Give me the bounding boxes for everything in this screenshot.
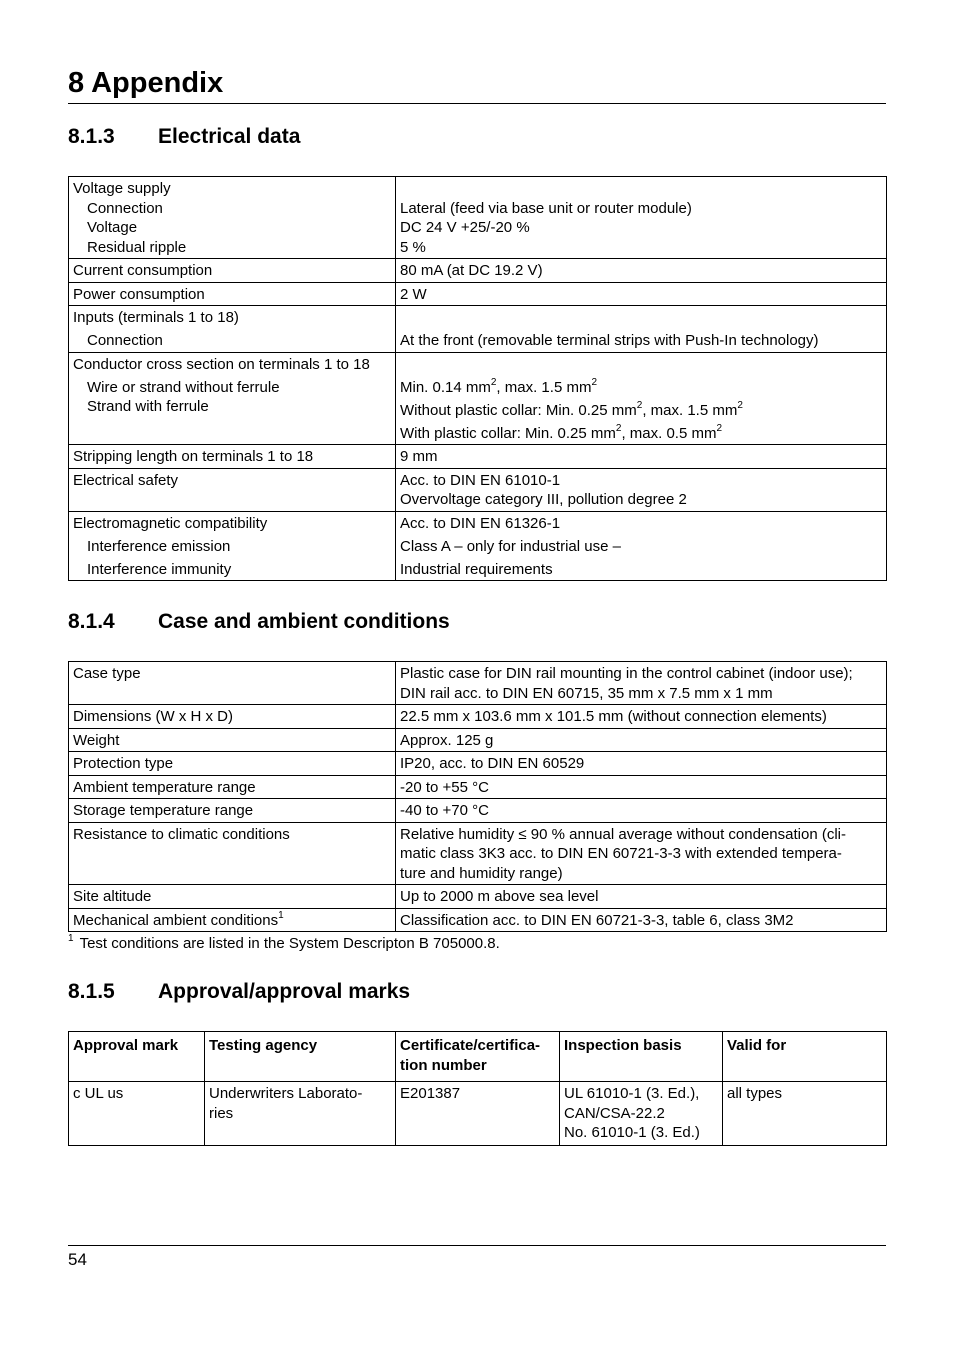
table-cell-value [396, 705, 887, 729]
footer-rule [68, 1245, 886, 1246]
blank-line [400, 179, 882, 199]
electrical-data-table [68, 176, 887, 581]
table-cell-value [396, 752, 887, 776]
table-row [69, 1082, 887, 1146]
row-label: Voltage supply [73, 180, 171, 197]
table-cell: Underwriters Laborato- ries [205, 1082, 396, 1146]
footnote [68, 934, 500, 954]
row-label: Current consumption [73, 262, 213, 279]
approval-marks-table [68, 1031, 887, 1146]
table-cell: UL 61010-1 (3. Ed.), CAN/CSA-22.2 No. 61010-1 (3. Ed.) [560, 1082, 723, 1146]
footnote-text: Test conditions are listed in the System Descripton B 705000.8. [79, 935, 500, 952]
row-value: 22.5 mm x 103.6 mm x 101.5 mm (without connection elements) [400, 708, 827, 725]
table-cell-value [396, 908, 887, 932]
row-value: matic class 3K3 acc. to DIN EN 60721-3-3 with extended tempera- [400, 845, 842, 862]
table-row [69, 799, 887, 823]
row-label: Electrical safety [73, 471, 179, 489]
row-sublabel: Wire or strand without ferrule [87, 378, 280, 396]
section-number: 8.1.5 [68, 980, 115, 1003]
table-cell-value [396, 822, 887, 885]
table-row [69, 822, 887, 885]
table-cell-label [69, 445, 396, 469]
table-cell-label [69, 705, 396, 729]
row-sublabel: Voltage [87, 219, 138, 236]
row-value: Classification acc. to DIN EN 60721-3-3, table 6, class 3M2 [400, 911, 794, 929]
table-row [69, 662, 887, 705]
case-conditions-table [68, 661, 887, 932]
table-cell-label [69, 662, 396, 705]
page-number: 54 [68, 1250, 87, 1269]
column-header: Approval mark [69, 1032, 205, 1082]
table-cell-value [396, 468, 887, 511]
table-header-row [69, 1032, 887, 1082]
table-cell-label [69, 511, 396, 581]
table-cell-label [69, 728, 396, 752]
row-label: Protection type [73, 755, 174, 772]
table-cell-value [396, 352, 887, 445]
table-cell-value [396, 662, 887, 705]
row-value: -20 to +55 °C [400, 778, 489, 796]
table-row [69, 468, 887, 511]
footnote-marker: 1 [68, 933, 74, 944]
table-row [69, 445, 887, 469]
chapter-title: 8 Appendix [68, 67, 224, 99]
row-value: At the front (removable terminal strips with Push-In technology) [400, 332, 819, 349]
row-label: Conductor cross section on terminals 1 to 18 [73, 355, 370, 373]
section-title: Electrical data [158, 125, 301, 148]
table-row [69, 752, 887, 776]
table-cell-label [69, 908, 396, 932]
row-value: Plastic case for DIN rail mounting in the control cabinet (indoor use); [400, 665, 853, 682]
row-value: Relative humidity ≤ 90 % annual average without condensation (cli- [400, 825, 846, 843]
row-value: 5 % [400, 238, 426, 256]
table-cell-label [69, 177, 396, 259]
table-cell-label [69, 468, 396, 511]
row-value: IP20, acc. to DIN EN 60529 [400, 755, 585, 772]
row-value: 80 mA (at DC 19.2 V) [400, 262, 543, 279]
table-row [69, 259, 887, 283]
chapter-rule [68, 103, 886, 104]
table-cell-value [396, 799, 887, 823]
column-header: Certificate/certifica- tion number [396, 1032, 560, 1082]
row-value: Min. 0.14 $mm^2$, max. 1.5 $mm^2$ [400, 376, 598, 396]
section-title: Approval/approval marks [158, 980, 411, 1003]
row-value: -40 to +70 °C [400, 802, 489, 819]
column-header: Inspection basis [560, 1032, 723, 1082]
column-header: Testing agency [205, 1032, 396, 1082]
row-value: Overvoltage category III, pollution degree 2 [400, 491, 687, 508]
row-label: Power consumption [73, 285, 205, 303]
table-cell-value [396, 259, 887, 283]
table-row [69, 511, 887, 581]
blank-line [400, 355, 882, 375]
table-row [69, 775, 887, 799]
table-cell: all types [723, 1082, 887, 1146]
row-sublabel: Interference emission [87, 537, 231, 555]
row-label: Dimensions (W x H x D) [73, 708, 234, 725]
row-label: Electromagnetic compatibility [73, 514, 268, 532]
section-heading-electrical-data [68, 124, 300, 150]
row-label: Ambient temperature range [73, 778, 256, 796]
row-value: 9 mm [400, 448, 438, 465]
row-value: Acc. to DIN EN 61010-1 [400, 471, 561, 489]
blank-line [400, 308, 882, 328]
table-row [69, 282, 887, 306]
row-label: Resistance to climatic conditions [73, 825, 290, 843]
row-sublabel: Residual ripple [87, 238, 187, 256]
row-label: Storage temperature range [73, 802, 254, 819]
row-label: Weight [73, 731, 120, 749]
table-cell-label [69, 352, 396, 445]
table-row [69, 908, 887, 932]
row-label: Mechanical ambient conditions$^1$ [73, 909, 284, 929]
table-cell-value [396, 885, 887, 909]
row-value: ture and humidity range) [400, 864, 563, 882]
table-cell-value [396, 445, 887, 469]
section-heading-case-conditions [68, 609, 450, 635]
table-cell-label [69, 775, 396, 799]
table-cell-label [69, 752, 396, 776]
table-cell-label [69, 799, 396, 823]
table-cell-value [396, 282, 887, 306]
row-value: Class A – only for industrial use – [400, 537, 621, 555]
section-number: 8.1.3 [68, 125, 115, 148]
table-cell-label [69, 822, 396, 885]
row-value: DC 24 V +25/-20 % [400, 219, 530, 236]
row-value: Lateral (feed via base unit or router module) [400, 199, 692, 217]
row-sublabel: Connection [87, 332, 163, 349]
table-cell-value [396, 177, 887, 259]
table-cell-value [396, 775, 887, 799]
table-row [69, 705, 887, 729]
table-cell: E201387 [396, 1082, 560, 1146]
table-cell: c UL us [69, 1082, 205, 1146]
row-label: Site altitude [73, 888, 152, 905]
row-value: Approx. 125 g [400, 731, 494, 749]
row-value: Up to 2000 m above sea level [400, 888, 599, 905]
section-heading-approval-marks [68, 979, 410, 1005]
row-value: DIN rail acc. to DIN EN 60715, 35 mm x 7.5 mm x 1 mm [400, 684, 773, 702]
table-cell-value [396, 511, 887, 581]
row-value: With plastic collar: Min. 0.25 $mm^2$, max. 0.5 $mm^2$ [400, 422, 723, 442]
row-sublabel: Strand with ferrule [87, 398, 209, 415]
table-cell-label [69, 259, 396, 283]
table-row [69, 352, 887, 445]
table-row [69, 177, 887, 259]
row-value: 2 W [400, 285, 427, 303]
table-cell-label [69, 306, 396, 353]
row-sublabel: Interference immunity [87, 560, 232, 578]
table-cell-label [69, 282, 396, 306]
table-cell-label [69, 885, 396, 909]
table-cell-value [396, 306, 887, 353]
row-sublabel: Connection [87, 199, 163, 217]
section-title: Case and ambient conditions [158, 610, 450, 633]
row-label: Case type [73, 665, 141, 682]
section-number: 8.1.4 [68, 610, 115, 633]
row-label: Inputs (terminals 1 to 18) [73, 309, 239, 326]
table-row [69, 728, 887, 752]
table-row [69, 306, 887, 353]
row-value: Acc. to DIN EN 61326-1 [400, 514, 561, 532]
table-row [69, 885, 887, 909]
row-value: Without plastic collar: Min. 0.25 $mm^2$, max. 1.5 $mm^2$ [400, 399, 743, 419]
footnote-ref: 1 [278, 909, 284, 921]
row-label: Stripping length on terminals 1 to 18 [73, 448, 314, 465]
column-header: Valid for [723, 1032, 887, 1082]
row-value: Industrial requirements [400, 560, 553, 578]
table-cell-value [396, 728, 887, 752]
